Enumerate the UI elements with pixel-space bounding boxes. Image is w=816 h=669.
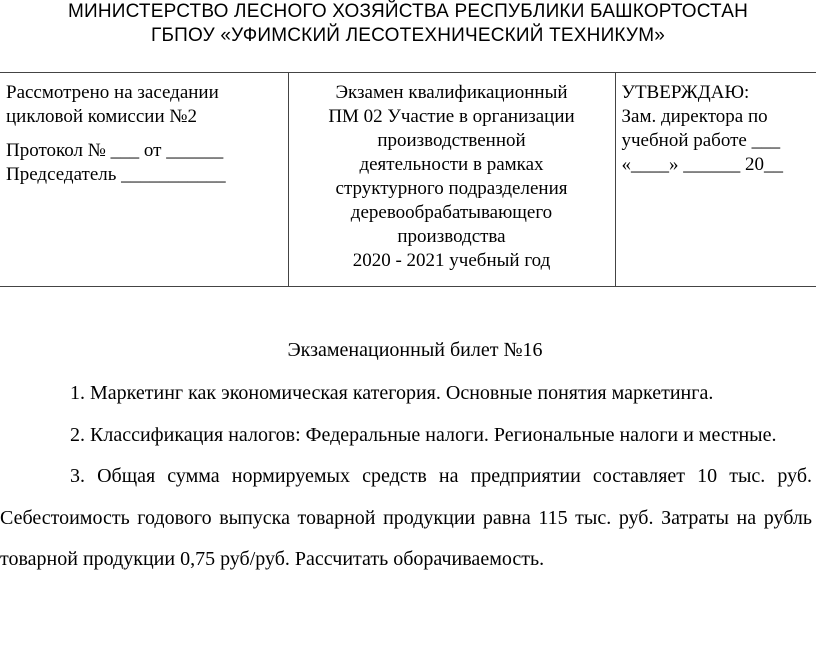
exam-line-2: ПМ 02 Участие в организации bbox=[328, 106, 575, 127]
exam-line-4: деятельности в рамках bbox=[359, 154, 544, 175]
approve-line-2: Зам. директора по bbox=[621, 106, 768, 127]
approval-table bbox=[0, 72, 816, 287]
approve-line-3: учебной работе ___ bbox=[621, 130, 781, 151]
academic-year: 2020 - 2021 учебный год bbox=[352, 250, 551, 271]
ticket-title: Экзаменационный билет №16 bbox=[287, 339, 543, 361]
exam-line-5: структурного подразделения bbox=[335, 178, 568, 199]
exam-line-6: деревообрабатывающего bbox=[350, 202, 553, 223]
committee-cell bbox=[0, 73, 288, 287]
protocol-line: Протокол № ___ от ______ bbox=[6, 140, 224, 161]
committee-line-2: цикловой комиссии №2 bbox=[6, 106, 197, 127]
exam-line-3: производственной bbox=[377, 130, 526, 151]
exam-line-7: производства bbox=[397, 226, 506, 247]
ministry-title: МИНИСТЕРСТВО ЛЕСНОГО ХОЗЯЙСТВА РЕСПУБЛИКИ БАШКОРТОСТАН bbox=[67, 1, 749, 22]
question-2: 2. Классификация налогов: Федеральные налоги. Региональные налоги и местные. bbox=[70, 423, 777, 446]
question-1: 1. Маркетинг как экономическая категория. Основные понятия маркетинга. bbox=[70, 382, 714, 404]
exam-line-1: Экзамен квалификационный bbox=[335, 82, 568, 103]
approve-line-1: УТВЕРЖДАЮ: bbox=[621, 82, 750, 103]
approve-line-4: «____» ______ 20__ bbox=[621, 154, 783, 175]
question-list bbox=[0, 373, 812, 581]
committee-line-1: Рассмотрено на заседании bbox=[6, 82, 219, 103]
chairman-line: Председатель ___________ bbox=[6, 164, 226, 185]
exam-cell bbox=[288, 73, 615, 287]
institution-title: ГБПОУ «УФИМСКИЙ ЛЕСОТЕХНИЧЕСКИЙ ТЕХНИКУМ» bbox=[151, 25, 665, 46]
approve-cell bbox=[615, 73, 816, 287]
question-3: 3. Общая сумма нормируемых средств на предприятии составляет 10 тыс. руб. Себестоимость годового выпуска товарной продукции равна 115 тыс. руб. Затраты на рубль товарной продукции 0,75 руб/руб. Рассчитать оборачиваемость. bbox=[0, 465, 812, 570]
document-header bbox=[0, 0, 816, 48]
